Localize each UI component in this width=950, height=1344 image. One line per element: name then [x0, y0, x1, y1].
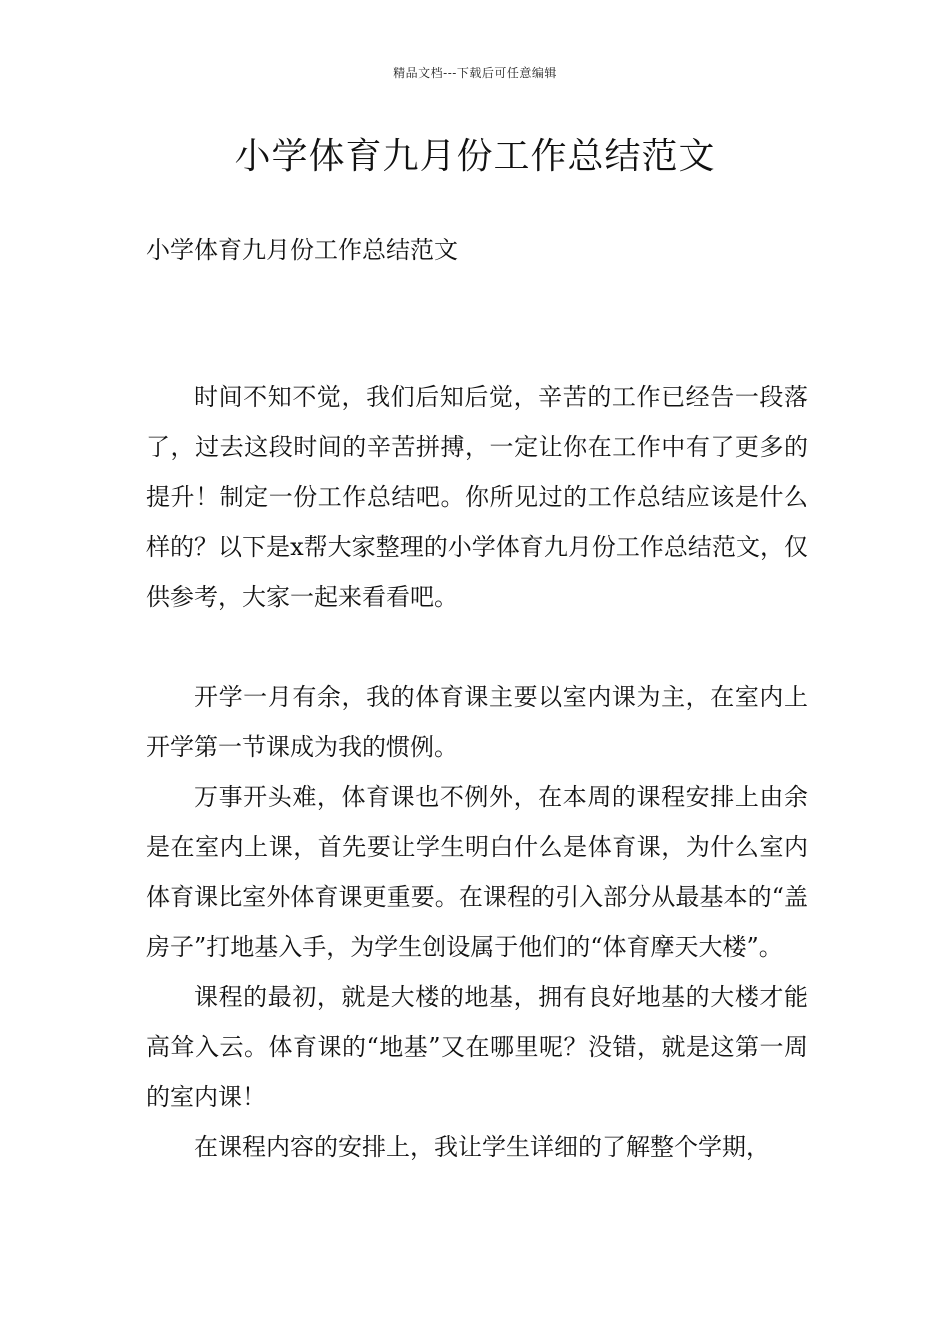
header-note: 精品文档---下载后可任意编辑 [393, 66, 557, 80]
paragraph: 开学一月有余，我的体育课主要以室内课为主，在室内上开学第一节课成为我的惯例。 [146, 683, 808, 761]
paragraph: 时间不知不觉，我们后知后觉，辛苦的工作已经告一段落了，过去这段时间的辛苦拼搏，一定让你在工作中有了更多的提升！制定一份工作总结吧。你所见过的工作总结应该是什么样的？以下是x帮大家整理的小学体育九月份工作总结范文，仅供参考，大家一起来看看吧。 [146, 383, 808, 611]
document-title: 小学体育九月份工作总结范文 [234, 136, 716, 177]
paragraph: 万事开头难，体育课也不例外，在本周的课程安排上由余是在室内上课，首先要让学生明白什么是体育课，为什么室内体育课比室外体育课更重要。在课程的引入部分从最基本的“盖房子”打地基入手，为学生创设属于他们的“体育摩天大楼”。 [146, 783, 808, 961]
intro-section [146, 372, 808, 622]
document-subtitle: 小学体育九月份工作总结范文 [146, 236, 458, 264]
paragraph: 课程的最初，就是大楼的地基，拥有良好地基的大楼才能高耸入云。体育课的“地基”又在哪里呢？没错，就是这第一周的室内课！ [146, 983, 808, 1111]
paragraph: 在课程内容的安排上，我让学生详细的了解整个学期， [194, 1133, 770, 1161]
main-section [146, 672, 808, 1172]
